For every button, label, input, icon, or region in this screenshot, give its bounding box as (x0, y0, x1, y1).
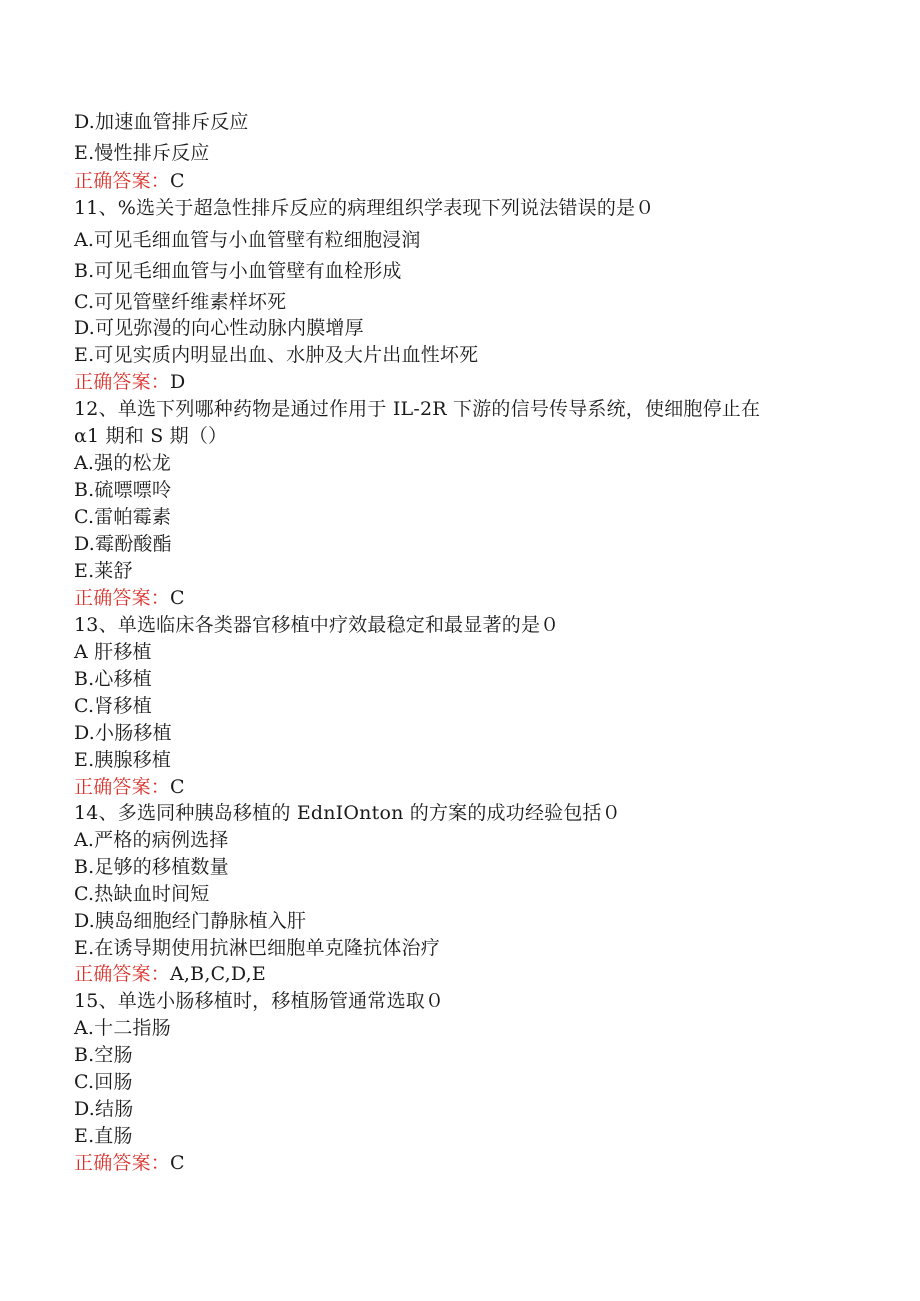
answer-line (74, 586, 185, 610)
answer-value: C (170, 170, 185, 192)
option-15-d: D.结肠 (74, 1098, 134, 1120)
answer-label: 正确答案： (74, 776, 171, 798)
option-12-e: E.莱舒 (74, 560, 133, 582)
question-12: 12、单选下列哪种药物是通过作用于 IL-2R 下游的信号传导系统，使细胞停止在 (74, 398, 761, 420)
question-15: 15、单选小肠移植时，移植肠管通常选取０ (74, 990, 445, 1012)
option-14-c: C.热缺血时间短 (74, 883, 210, 905)
option-14-a: A.严格的病例选择 (74, 829, 229, 851)
question-14: 14、多选同种胰岛移植的 EdnIOnton 的方案的成功经验包括０ (74, 802, 621, 824)
answer-line (74, 169, 185, 193)
answer-label: 正确答案： (74, 371, 171, 393)
option-14-d: D.胰岛细胞经门静脉植入肝 (74, 910, 307, 932)
option-11-c: C.可见管壁纤维素样坏死 (74, 291, 287, 313)
option-14-e: E.在诱导期使用抗淋巴细胞单克隆抗体治疗 (74, 937, 440, 959)
option-15-e: E.直肠 (74, 1125, 133, 1147)
option-12-a: A.强的松龙 (74, 452, 171, 474)
answer-value: C (170, 776, 185, 798)
option-13-e: E.胰腺移植 (74, 749, 172, 771)
option-13-b: B.心移植 (74, 668, 153, 690)
answer-line (74, 775, 185, 799)
option-15-c: C.回肠 (74, 1071, 133, 1093)
option-12-b: B.硫嘌嘌呤 (74, 479, 172, 501)
question-12-cont: α1 期和 S 期（） (74, 425, 228, 447)
option-11d-prev: D.加速血管排斥反应 (74, 111, 249, 133)
answer-label: 正确答案： (74, 1152, 171, 1174)
answer-line (74, 370, 185, 394)
answer-value: C (170, 1152, 185, 1174)
answer-line (74, 962, 266, 986)
option-prev-e: E.慢性排斥反应 (74, 142, 210, 164)
answer-label: 正确答案： (74, 587, 171, 609)
question-11: 11、%选关于超急性排斥反应的病理组织学表现下列说法错误的是０ (74, 197, 655, 219)
answer-label: 正确答案： (74, 963, 171, 985)
option-13-a: A 肝移植 (74, 641, 152, 663)
option-12-d: D.霉酚酸酯 (74, 533, 172, 555)
option-15-a: A.十二指肠 (74, 1017, 171, 1039)
option-11-a: A.可见毛细血管与小血管壁有粒细胞浸润 (74, 229, 421, 251)
option-13-d: D.小肠移植 (74, 722, 172, 744)
option-15-b: B.空肠 (74, 1044, 133, 1066)
answer-value: C (170, 587, 185, 609)
option-12-c: C.雷帕霉素 (74, 506, 172, 528)
answer-label: 正确答案： (74, 170, 171, 192)
option-13-c: C.肾移植 (74, 695, 152, 717)
question-13: 13、单选临床各类器官移植中疗效最稳定和最显著的是０ (74, 614, 560, 636)
answer-value: A,B,C,D,E (170, 963, 266, 985)
answer-value: D (170, 371, 186, 393)
option-11-e: E.可见实质内明显出血、水肿及大片出血性坏死 (74, 344, 479, 366)
option-14-b: B.足够的移植数量 (74, 856, 229, 878)
option-11-b: B.可见毛细血管与小血管壁有血栓形成 (74, 260, 402, 282)
option-11-d: D.可见弥漫的向心性动脉内膜增厚 (74, 317, 364, 339)
answer-line (74, 1151, 185, 1175)
